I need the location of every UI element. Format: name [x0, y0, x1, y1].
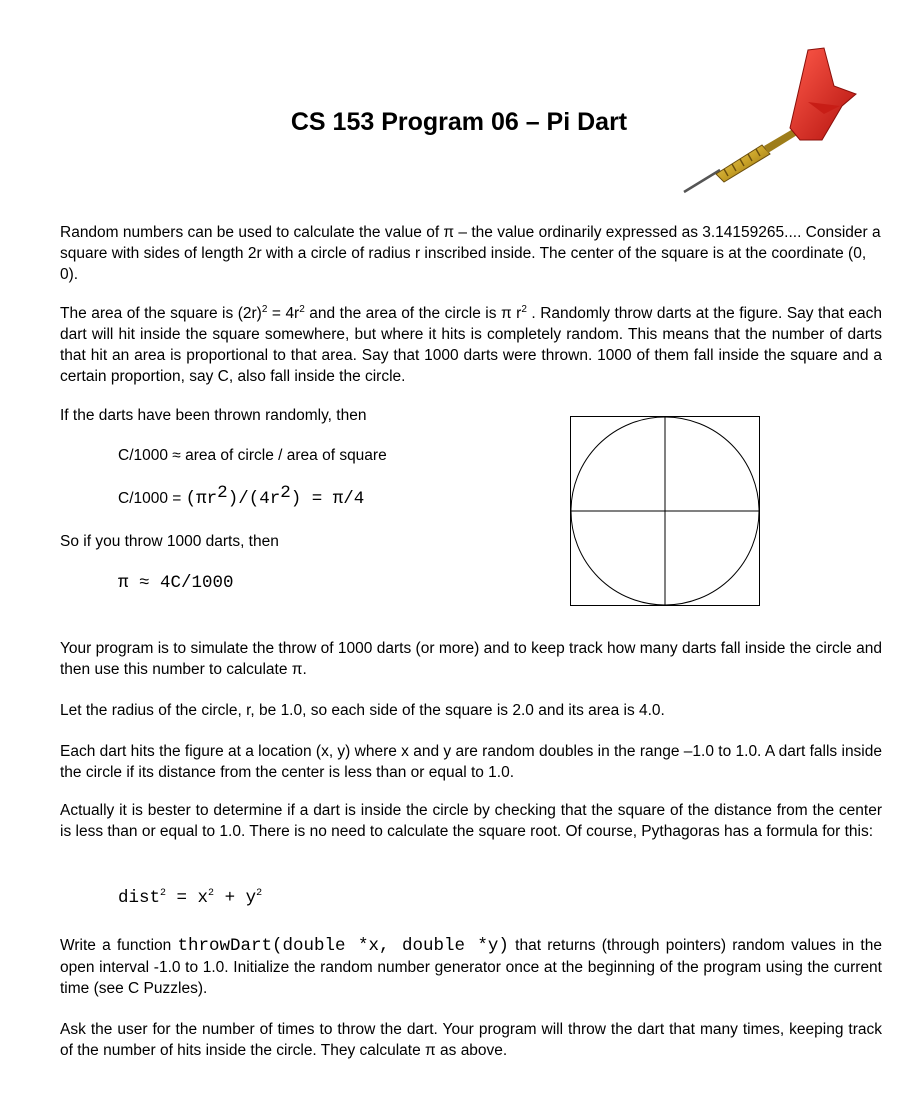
ratio-formula-pi: $C/1000 = (\pi r^2)/(4r^2) = \pi/4$: [118, 482, 365, 509]
user-input-paragraph: Ask the user for the number of times to throw the dart. Your program will throw the dart that many times, keeping track of the number of hits inside the circle. They calculate π as above.: [60, 1021, 882, 1059]
distance-formula: dist$^2$ = $x^2 + y^2$: [118, 888, 263, 908]
random-paragraph: If the darts have been thrown randomly, then: [60, 407, 367, 424]
intro-paragraph: Random numbers can be used to calculate the value of π – the value ordinarily expressed as 3.14159265.... Consider a square with sides of length 2r with a circle of radius r inscribed inside. The center of the square is at the coordinate (0, 0).: [60, 224, 881, 283]
page-title: CS 153 Program 06 – Pi Dart: [290, 108, 628, 136]
function-paragraph: Write a function throwDart(double *x, double *y) that returns (through pointers) random values in the open interval -1.0 to 1.0. Initialize the random number generator once at the beginning of the program using the current time (see C Puzzles).: [60, 936, 882, 997]
ratio-formula: C/1000 ≈ area of circle / area of square: [118, 447, 387, 464]
pi-formula: π ≈ 4C/1000: [118, 573, 234, 593]
dart-icon: [680, 42, 860, 197]
location-paragraph: Each dart hits the figure at a location (x, y) where x and y are random doubles in the range –1.0 to 1.0. A dart falls inside the circle if its distance from the center is less than or equal to 1.0.: [60, 743, 882, 781]
function-signature: throwDart(double *x, double *y): [177, 936, 509, 956]
program-paragraph: Your program is to simulate the throw of 1000 darts (or more) and to keep track how many darts fall inside the circle and then use this number to calculate π.: [60, 640, 882, 678]
area-paragraph: The area of the square is $(2r)^2 = 4r^2$ and the area of the circle is π $r^2$ . Randomly throw darts at the figure. Say that each dart will hit inside the square somewhere, but where it hits is completely random. This means that the number of darts that hit an area is proportional to that area. Say that 1000 darts were thrown. 1000 of them fall inside the square and a certain proportion, say C, also fall inside the circle.: [60, 303, 882, 385]
distance-paragraph: Actually it is bester to determine if a dart is inside the circle by checking that the square of the distance from the center is less than or equal to 1.0. There is no need to calculate the square root. Of course, Pythagoras has a formula for this:: [60, 802, 882, 840]
circle-in-square-diagram: [570, 416, 760, 606]
throw-paragraph: So if you throw 1000 darts, then: [60, 533, 279, 550]
radius-paragraph: Let the radius of the circle, r, be 1.0, so each side of the square is 2.0 and its area is 4.0.: [60, 702, 665, 719]
